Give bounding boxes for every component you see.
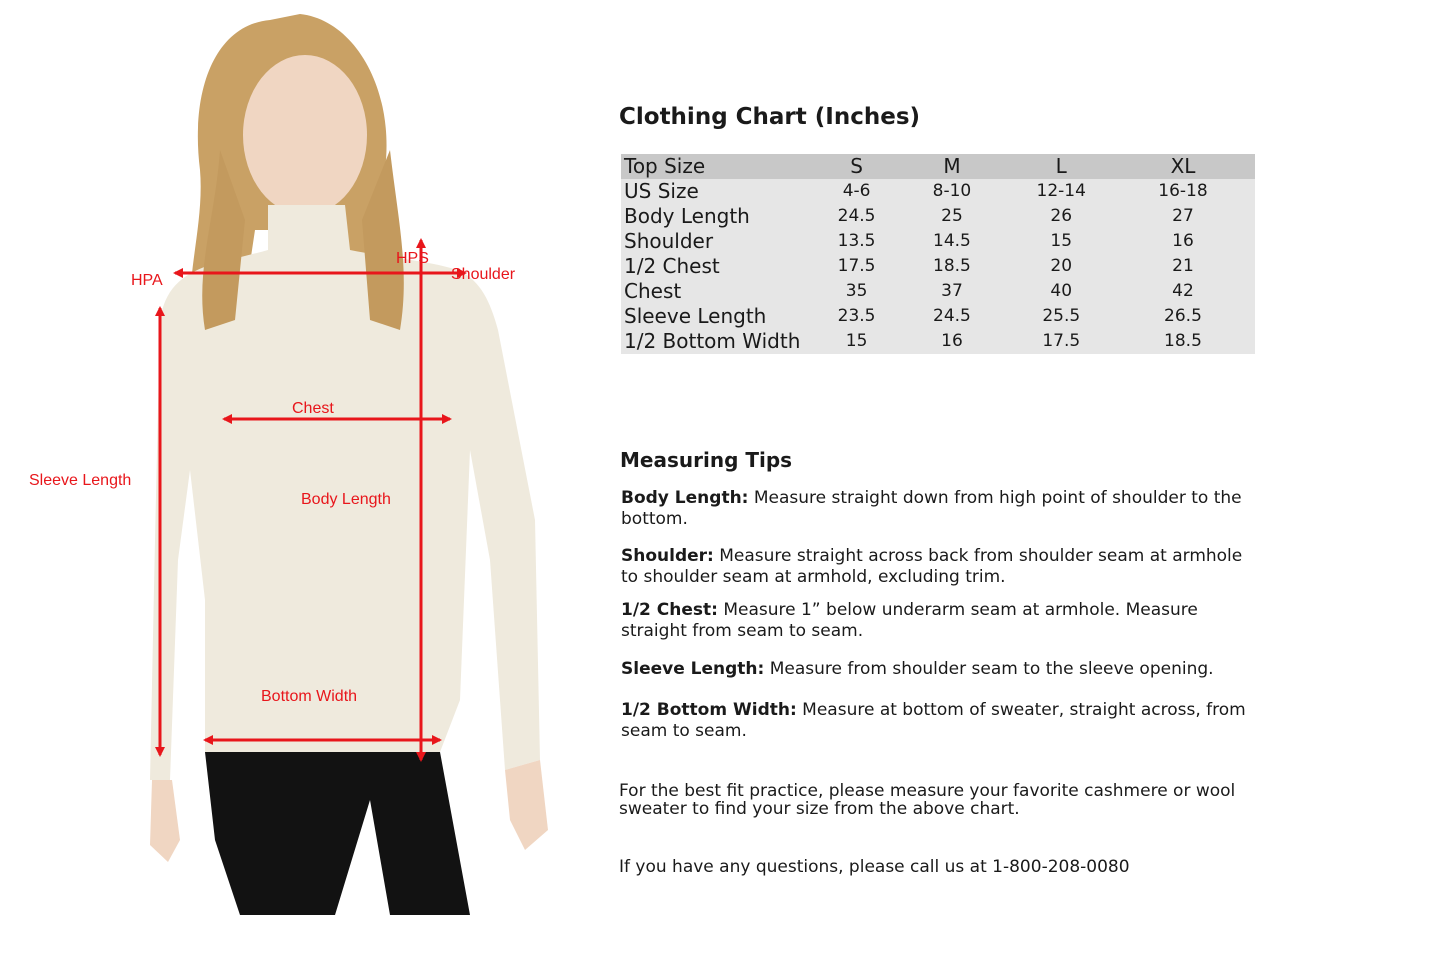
table-cell: 17.5 — [837, 256, 876, 276]
header-cell: S — [821, 154, 893, 179]
tip-term: 1/2 Chest: — [621, 600, 718, 620]
table-cell: 24.5 — [933, 306, 971, 326]
body-length-label: Body Length — [301, 491, 391, 508]
shoulder-label: Shoulder — [451, 266, 516, 283]
table-cell: 20 — [1050, 256, 1073, 276]
table-cell: 14.5 — [933, 231, 971, 251]
chart-title: Clothing Chart (Inches) — [619, 104, 921, 130]
tip-term: Shoulder: — [621, 546, 714, 566]
row-label: 1/2 Bottom Width — [624, 329, 801, 353]
table-cell: 24.5 — [837, 206, 876, 226]
tip-half-chest — [621, 600, 1261, 642]
table-cell: 26.5 — [1164, 306, 1202, 326]
hps-label: HPS — [396, 250, 429, 267]
table-cell: 16 — [1172, 231, 1194, 251]
row-label: Body Length — [624, 204, 750, 228]
left-hand-shape — [150, 780, 180, 862]
table-cell: 16 — [941, 331, 963, 351]
row-label: US Size — [624, 179, 699, 203]
table-cell: 15 — [1050, 231, 1073, 251]
hpa-label: HPA — [131, 272, 163, 289]
tip-text: Measure at bottom of sweater, straight across, from seam to seam. — [621, 700, 1246, 741]
table-cell: 18.5 — [1164, 331, 1202, 351]
table-row — [621, 279, 1255, 304]
contact-note: If you have any questions, please call us at 1-800-208-0080 — [619, 857, 1130, 877]
tip-term: Body Length: — [621, 488, 749, 508]
tip-text: Measure 1” below underarm seam at armhole. Measure straight from seam to seam. — [621, 600, 1198, 641]
right-hand-shape — [505, 760, 548, 850]
tip-sleeve-length — [621, 659, 1261, 680]
tip-text: Measure from shoulder seam to the sleeve opening. — [764, 659, 1214, 679]
table-row — [621, 329, 1255, 354]
tip-half-bottom-width — [621, 700, 1261, 742]
table-cell: 35 — [845, 281, 868, 301]
tip-term: 1/2 Bottom Width: — [621, 700, 797, 720]
table-cell: 27 — [1172, 206, 1194, 226]
tip-shoulder — [621, 546, 1261, 588]
tips-title: Measuring Tips — [620, 448, 793, 472]
fit-note: For the best fit practice, please measure your favorite cashmere or wool sweater to find your size from the above chart. — [619, 781, 1236, 819]
row-label: Sleeve Length — [624, 304, 767, 328]
header-cell: XL — [1111, 154, 1255, 179]
table-cell: 15 — [845, 331, 868, 351]
table-cell: 13.5 — [837, 231, 876, 251]
row-label: 1/2 Chest — [624, 254, 720, 278]
table-cell: 21 — [1172, 256, 1194, 276]
table-cell: 18.5 — [933, 256, 971, 276]
header-cell: Top Size — [621, 154, 821, 179]
table-row — [621, 204, 1255, 229]
table-row — [621, 179, 1255, 204]
header-cell: L — [1012, 154, 1111, 179]
tip-text: Measure straight down from high point of shoulder to the bottom. — [621, 488, 1242, 529]
row-label: Chest — [624, 279, 682, 303]
sleeve-length-label: Sleeve Length — [29, 472, 132, 489]
bottom-width-label: Bottom Width — [261, 688, 358, 705]
row-label: Shoulder — [624, 229, 714, 253]
chest-label: Chest — [292, 400, 334, 417]
table-row — [621, 229, 1255, 254]
table-cell: 42 — [1172, 281, 1194, 301]
table-row — [621, 304, 1255, 329]
tip-body-length — [621, 488, 1261, 530]
table-cell: 37 — [941, 281, 963, 301]
table-cell: 17.5 — [1042, 331, 1081, 351]
face-shape — [243, 55, 367, 215]
table-cell: 4-6 — [842, 181, 871, 201]
table-cell: 16-18 — [1158, 181, 1208, 201]
table-cell: 25 — [941, 206, 963, 226]
table-cell: 12-14 — [1036, 181, 1086, 201]
table-cell: 40 — [1050, 281, 1073, 301]
header-cell: M — [892, 154, 1011, 179]
model-measurement-figure — [0, 0, 600, 963]
table-cell: 25.5 — [1042, 306, 1081, 326]
tip-term: Sleeve Length: — [621, 659, 765, 679]
tip-text: Measure straight across back from shoulder seam at armhole to shoulder seam at armhold, excluding trim. — [621, 546, 1243, 587]
pants-shape — [205, 752, 470, 915]
table-cell: 26 — [1050, 206, 1073, 226]
size-chart-table — [621, 154, 1255, 354]
table-cell: 8-10 — [932, 181, 972, 201]
table-cell: 23.5 — [837, 306, 876, 326]
size-header-row — [621, 154, 1255, 179]
table-row — [621, 254, 1255, 279]
